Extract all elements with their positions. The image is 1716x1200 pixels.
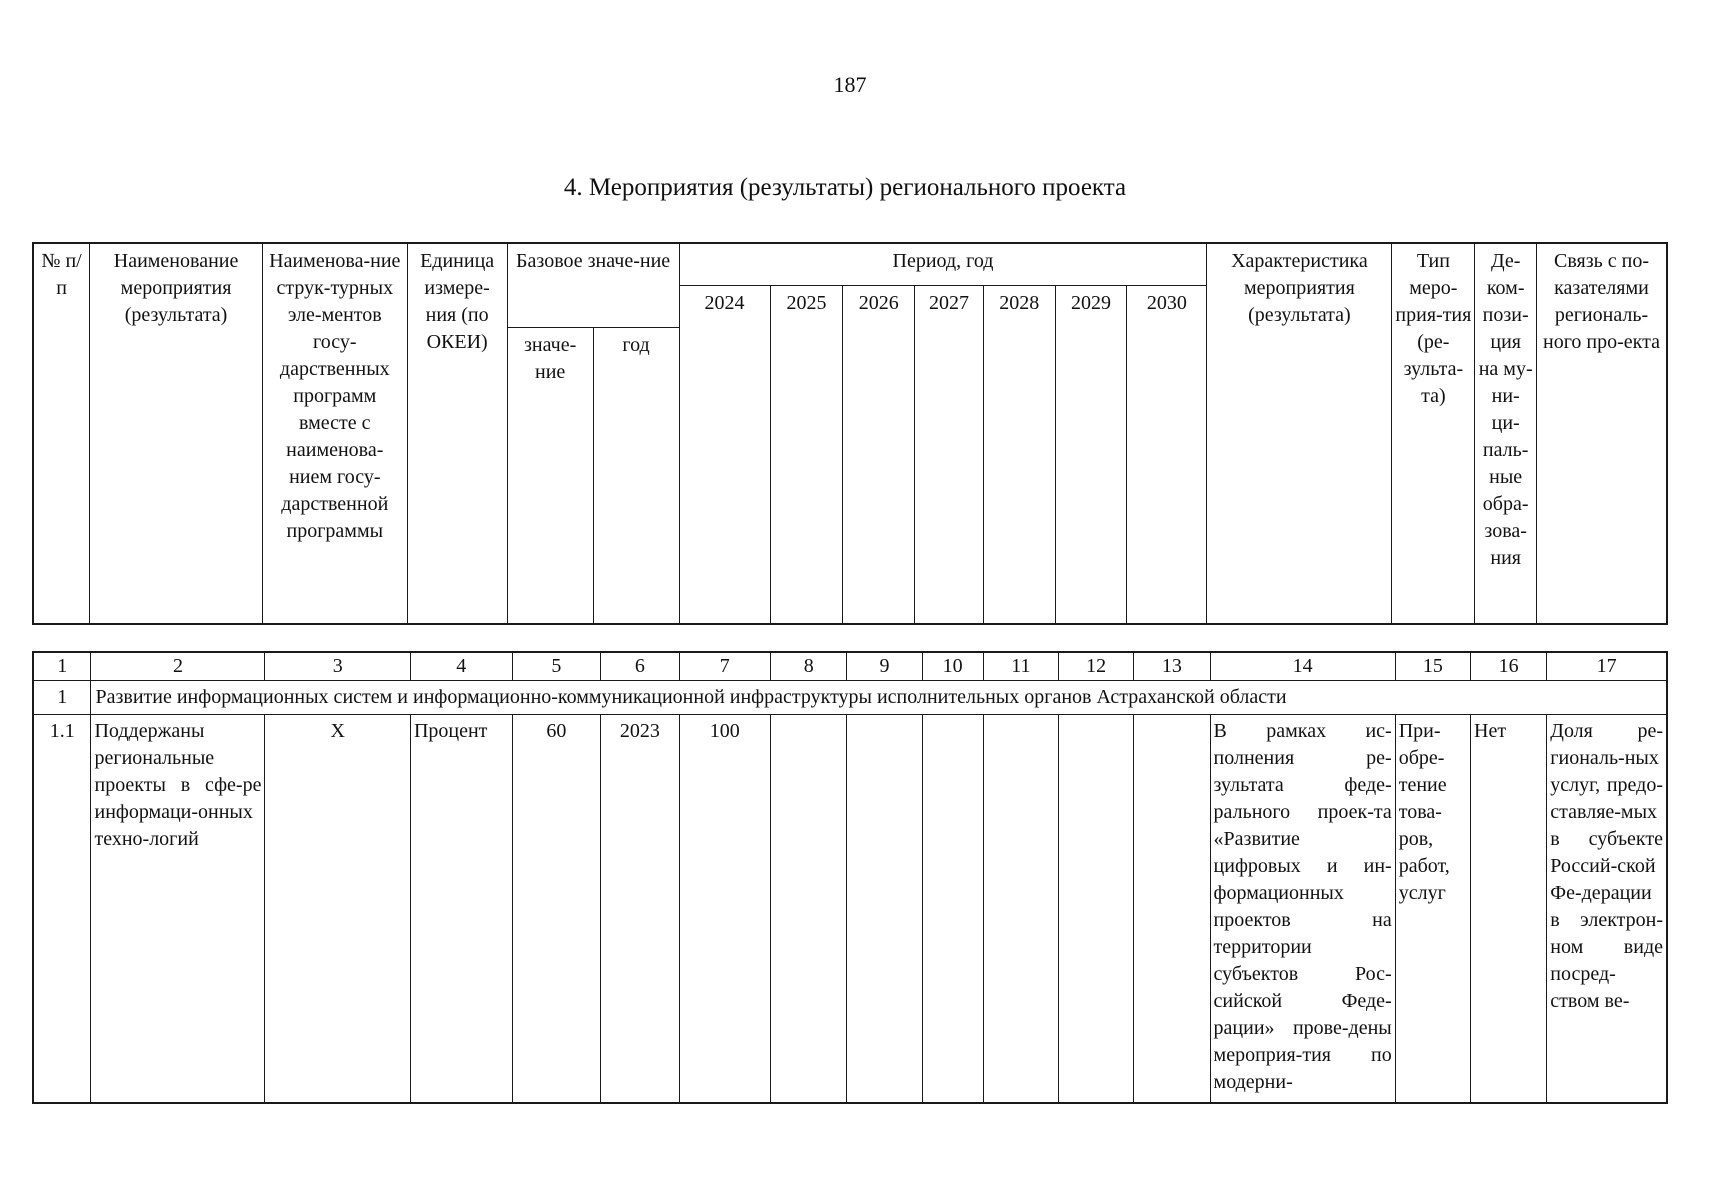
header-year: 2030 xyxy=(1127,285,1207,624)
header-decomposition: Де-ком-пози-ция на му-ни-ци-паль-ные обра-зова-ния xyxy=(1475,243,1537,624)
header-characteristic: Характеристика мероприятия (результата) xyxy=(1207,243,1392,624)
row-unit: Процент xyxy=(410,715,512,1104)
row-value-2025 xyxy=(771,715,847,1104)
column-number: 3 xyxy=(265,652,410,681)
header-base-year: год xyxy=(593,327,679,624)
section-title-cell: Развитие информационных систем и информационно-коммуникационной инфраструктуры исполнительных органов Астраханской области xyxy=(91,681,1667,715)
row-name: Поддержаны региональные проекты в сфе-ре информаци-онных техно-логий xyxy=(91,715,265,1104)
header-period: Период, год xyxy=(679,243,1207,285)
row-link: Доля ре-гиональ-ных услуг, предо-ставляе-мых в субъекте Россий-ской Фе-дерации в электрон-ном виде посред-ством ве- xyxy=(1547,715,1667,1104)
row-value-2028 xyxy=(983,715,1058,1104)
column-number: 15 xyxy=(1395,652,1470,681)
row-base-year: 2023 xyxy=(601,715,679,1104)
column-number: 1 xyxy=(33,652,91,681)
row-value-2029 xyxy=(1058,715,1133,1104)
column-number: 17 xyxy=(1547,652,1667,681)
row-type: При-обре-тение това-ров, работ, услуг xyxy=(1395,715,1470,1104)
header-struct: Наименова-ние струк-турных эле-ментов госу-дарственных программ вместе с наименова-нием госу-дарственной программы xyxy=(263,243,408,624)
row-value-2026 xyxy=(847,715,922,1104)
row-base-value: 60 xyxy=(512,715,601,1104)
row-decomposition: Нет xyxy=(1471,715,1547,1104)
header-no: № п/п xyxy=(33,243,90,624)
column-number: 8 xyxy=(771,652,847,681)
row-characteristic: В рамках ис-полнения ре-зультата феде-рального проек-та «Развитие цифровых и ин-формационных проектов на территории субъектов Рос-сийской Феде-рации» прове-дены мероприя-тия по модерни- xyxy=(1210,715,1395,1104)
page-number: 187 xyxy=(833,72,867,97)
header-year: 2024 xyxy=(679,285,770,624)
column-number: 9 xyxy=(847,652,922,681)
column-number: 13 xyxy=(1134,652,1210,681)
header-unit: Единица измере-ния (по ОКЕИ) xyxy=(407,243,507,624)
row-value-2027 xyxy=(922,715,983,1104)
header-year: 2026 xyxy=(843,285,915,624)
table-row xyxy=(33,715,1667,1104)
row-value-2030 xyxy=(1134,715,1210,1104)
column-number: 2 xyxy=(91,652,265,681)
section-title: 4. Мероприятия (результаты) регионального проекта xyxy=(563,174,1127,201)
row-value-2024: 100 xyxy=(679,715,771,1104)
row-number: 1.1 xyxy=(33,715,91,1104)
header-year: 2029 xyxy=(1055,285,1127,624)
column-number: 5 xyxy=(512,652,601,681)
header-year: 2028 xyxy=(983,285,1055,624)
header-year: 2025 xyxy=(770,285,843,624)
row-struct: Х xyxy=(265,715,410,1104)
header-type: Тип меро-прия-тия (ре-зульта-та) xyxy=(1392,243,1475,624)
header-link: Связь с по-казателями региональ-ного про-екта xyxy=(1537,243,1668,624)
column-number: 11 xyxy=(983,652,1058,681)
header-year: 2027 xyxy=(915,285,984,624)
column-number: 16 xyxy=(1471,652,1547,681)
header-base: Базовое значе-ние xyxy=(507,243,679,327)
column-number-row xyxy=(33,652,1667,681)
section-row xyxy=(33,681,1667,715)
column-number: 12 xyxy=(1058,652,1133,681)
column-number: 14 xyxy=(1210,652,1395,681)
column-number: 6 xyxy=(601,652,679,681)
column-number: 7 xyxy=(679,652,771,681)
column-number: 10 xyxy=(922,652,983,681)
header-name: Наименование мероприятия (результата) xyxy=(90,243,263,624)
column-number: 4 xyxy=(410,652,512,681)
section-number: 1 xyxy=(33,681,91,715)
table-header xyxy=(32,242,1668,625)
table-body xyxy=(32,651,1668,1104)
header-base-value: значе-ние xyxy=(507,327,593,624)
